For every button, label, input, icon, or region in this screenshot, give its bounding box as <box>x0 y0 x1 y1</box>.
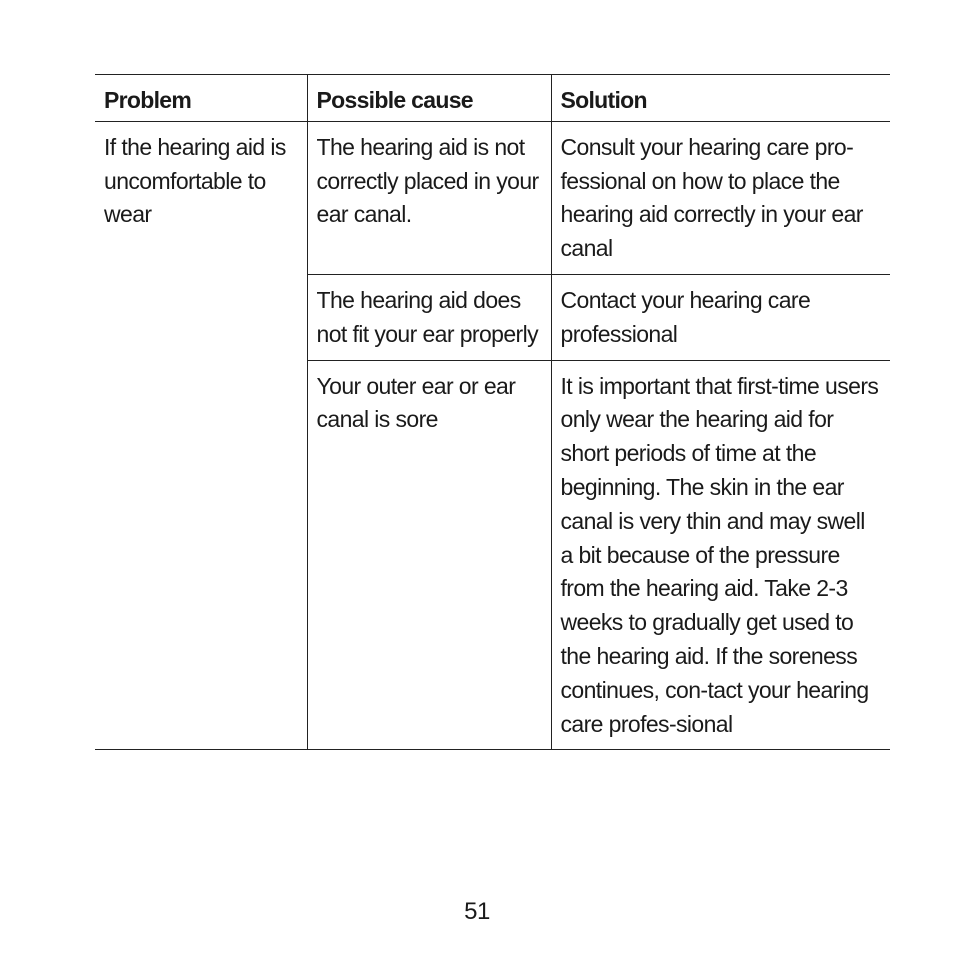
cause-cell: The hearing aid is not correctly placed in your ear canal. <box>307 121 551 274</box>
troubleshooting-table <box>95 74 890 750</box>
table-row <box>95 121 890 274</box>
solution-cell: Consult your hearing care pro-fessional on how to place the hearing aid correctly in your ear canal <box>551 121 890 274</box>
header-problem: Problem <box>95 75 307 122</box>
solution-cell: It is important that first-time users only wear the hearing aid for short periods of time at the beginning. The skin in the ear canal is very thin and may swell a bit because of the pressure from the hearing aid. Take 2-3 weeks to gradually get used to the hearing aid. If the soreness continues, con-tact your hearing care profes-sional <box>551 360 890 750</box>
solution-cell: Contact your hearing care professional <box>551 274 890 360</box>
table-header-row <box>95 75 890 122</box>
problem-cell: If the hearing aid is uncomfortable to wear <box>95 121 307 750</box>
page-number: 51 <box>464 898 490 925</box>
header-solution: Solution <box>551 75 890 122</box>
header-possible-cause: Possible cause <box>307 75 551 122</box>
cause-cell: The hearing aid does not fit your ear properly <box>307 274 551 360</box>
cause-cell: Your outer ear or ear canal is sore <box>307 360 551 750</box>
